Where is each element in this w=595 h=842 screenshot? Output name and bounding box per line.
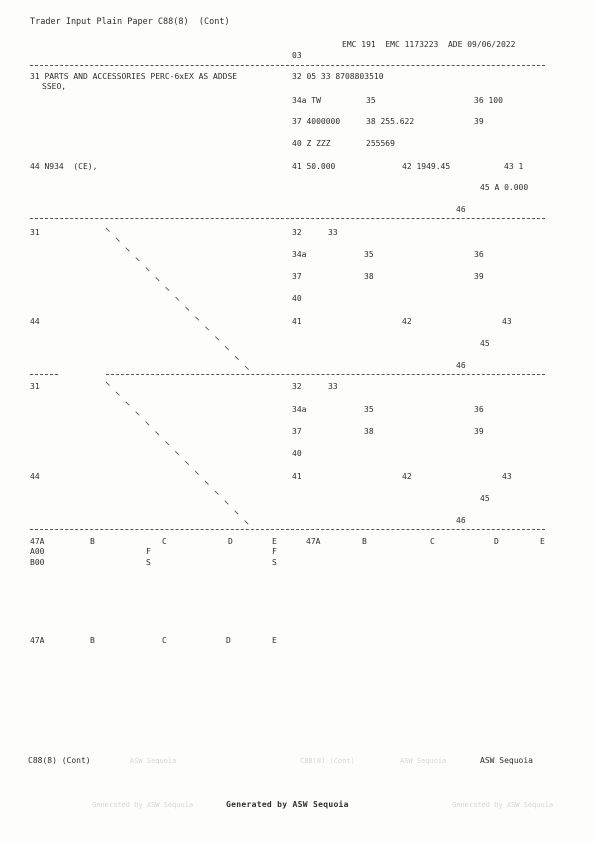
- box-36: 36: [474, 250, 484, 259]
- footer-software: ASW Sequoia: [480, 756, 533, 765]
- tax-footer-47a: 47A: [30, 636, 45, 645]
- box-41: 41 50.000: [292, 162, 336, 171]
- tax-footer-c: C: [162, 636, 167, 645]
- box-36: 36: [474, 405, 484, 414]
- box-34a: 34a TW: [292, 96, 321, 105]
- tax-row-a00-f: F: [146, 547, 151, 556]
- box-39: 39: [474, 427, 484, 436]
- box-37: 37: [292, 427, 302, 436]
- tax-header-d-right: D: [494, 537, 499, 546]
- strike-line-block3: [106, 382, 250, 526]
- tax-footer-e: E: [272, 636, 277, 645]
- box-45: 45: [480, 339, 490, 348]
- tax-header-d: D: [228, 537, 233, 546]
- tax-row-a00: A00: [30, 547, 45, 556]
- box-44: 44: [30, 472, 40, 481]
- box-35: 35: [364, 405, 374, 414]
- tax-header-b: B: [90, 537, 95, 546]
- tax-header-e: E: [272, 537, 277, 546]
- ghost-text: ASW Sequoia: [130, 757, 177, 765]
- box-36: 36 100: [474, 96, 503, 105]
- box-38: 38: [364, 272, 374, 281]
- box-46: 46: [456, 516, 466, 525]
- ghost-text: ASW Sequoia: [400, 757, 447, 765]
- ghost-text: C88(8) (Cont): [300, 757, 355, 765]
- ghost-text: Generated by ASW Sequoia: [452, 801, 554, 809]
- box-46: 46: [456, 361, 466, 370]
- tax-header-c-right: C: [430, 537, 435, 546]
- tax-header-47a-right: 47A: [306, 537, 321, 546]
- goods-description: 31 PARTS AND ACCESSORIES PERC-6xEX AS ADDSE: [30, 72, 238, 81]
- box-40: 40: [292, 449, 302, 458]
- box-32: 32: [292, 382, 302, 391]
- box-40: 40 Z ZZZ: [292, 139, 331, 148]
- goods-description-cont: SSEO,: [42, 82, 67, 91]
- box-42: 42 1949.45: [402, 162, 451, 171]
- box-41: 41: [292, 472, 302, 481]
- box-46: 46: [456, 205, 466, 214]
- box-31: 31: [30, 382, 40, 391]
- box-39: 39: [474, 272, 484, 281]
- box-34a: 34a: [292, 250, 307, 259]
- tax-header-c: C: [162, 537, 167, 546]
- box-32: 32: [292, 228, 302, 237]
- tax-row-b00-s2: S: [272, 558, 277, 567]
- tax-footer-d: D: [226, 636, 231, 645]
- reference-line: EMC 191 EMC 1173223 ADE 09/06/2022: [342, 40, 516, 49]
- box-33: 33: [328, 382, 338, 391]
- box-34a: 34a: [292, 405, 307, 414]
- box-40: 40: [292, 294, 302, 303]
- box-33: 33: [328, 228, 338, 237]
- box-42: 42: [402, 317, 412, 326]
- box-03: 03: [292, 51, 302, 60]
- box-42: 42: [402, 472, 412, 481]
- tax-header-e-right: E: [540, 537, 545, 546]
- box-45: 45 A 0.000: [480, 183, 529, 192]
- footer-form-name: C88(8) (Cont): [28, 756, 91, 765]
- commodity-code: 32 05 33 8708803510: [292, 72, 384, 81]
- box-37: 37 4000000: [292, 117, 341, 126]
- box-39: 39: [474, 117, 484, 126]
- tax-header-b-right: B: [362, 537, 367, 546]
- box-35: 35: [366, 96, 376, 105]
- box-44: 44 N934 (CE),: [30, 162, 98, 171]
- document-title: Trader Input Plain Paper C88(8) (Cont): [30, 17, 230, 27]
- box-45: 45: [480, 494, 490, 503]
- box-31: 31: [30, 228, 40, 237]
- strike-line-block2: [106, 228, 250, 371]
- tax-footer-b: B: [90, 636, 95, 645]
- box-43: 43: [502, 472, 512, 481]
- ghost-text: Generated by ASW Sequoia: [92, 801, 194, 809]
- box-43: 43 1: [504, 162, 524, 171]
- tax-row-b00-s: S: [146, 558, 151, 567]
- tax-row-b00: B00: [30, 558, 45, 567]
- box-44: 44: [30, 317, 40, 326]
- box-41: 41: [292, 317, 302, 326]
- tax-row-a00-f2: F: [272, 547, 277, 556]
- box-40-ref: 255569: [366, 139, 395, 148]
- footer-generated-by: Generated by ASW Sequoia: [226, 800, 349, 809]
- tax-header-47a: 47A: [30, 537, 45, 546]
- box-35: 35: [364, 250, 374, 259]
- box-38: 38: [364, 427, 374, 436]
- box-43: 43: [502, 317, 512, 326]
- box-38: 38 255.622: [366, 117, 415, 126]
- box-37: 37: [292, 272, 302, 281]
